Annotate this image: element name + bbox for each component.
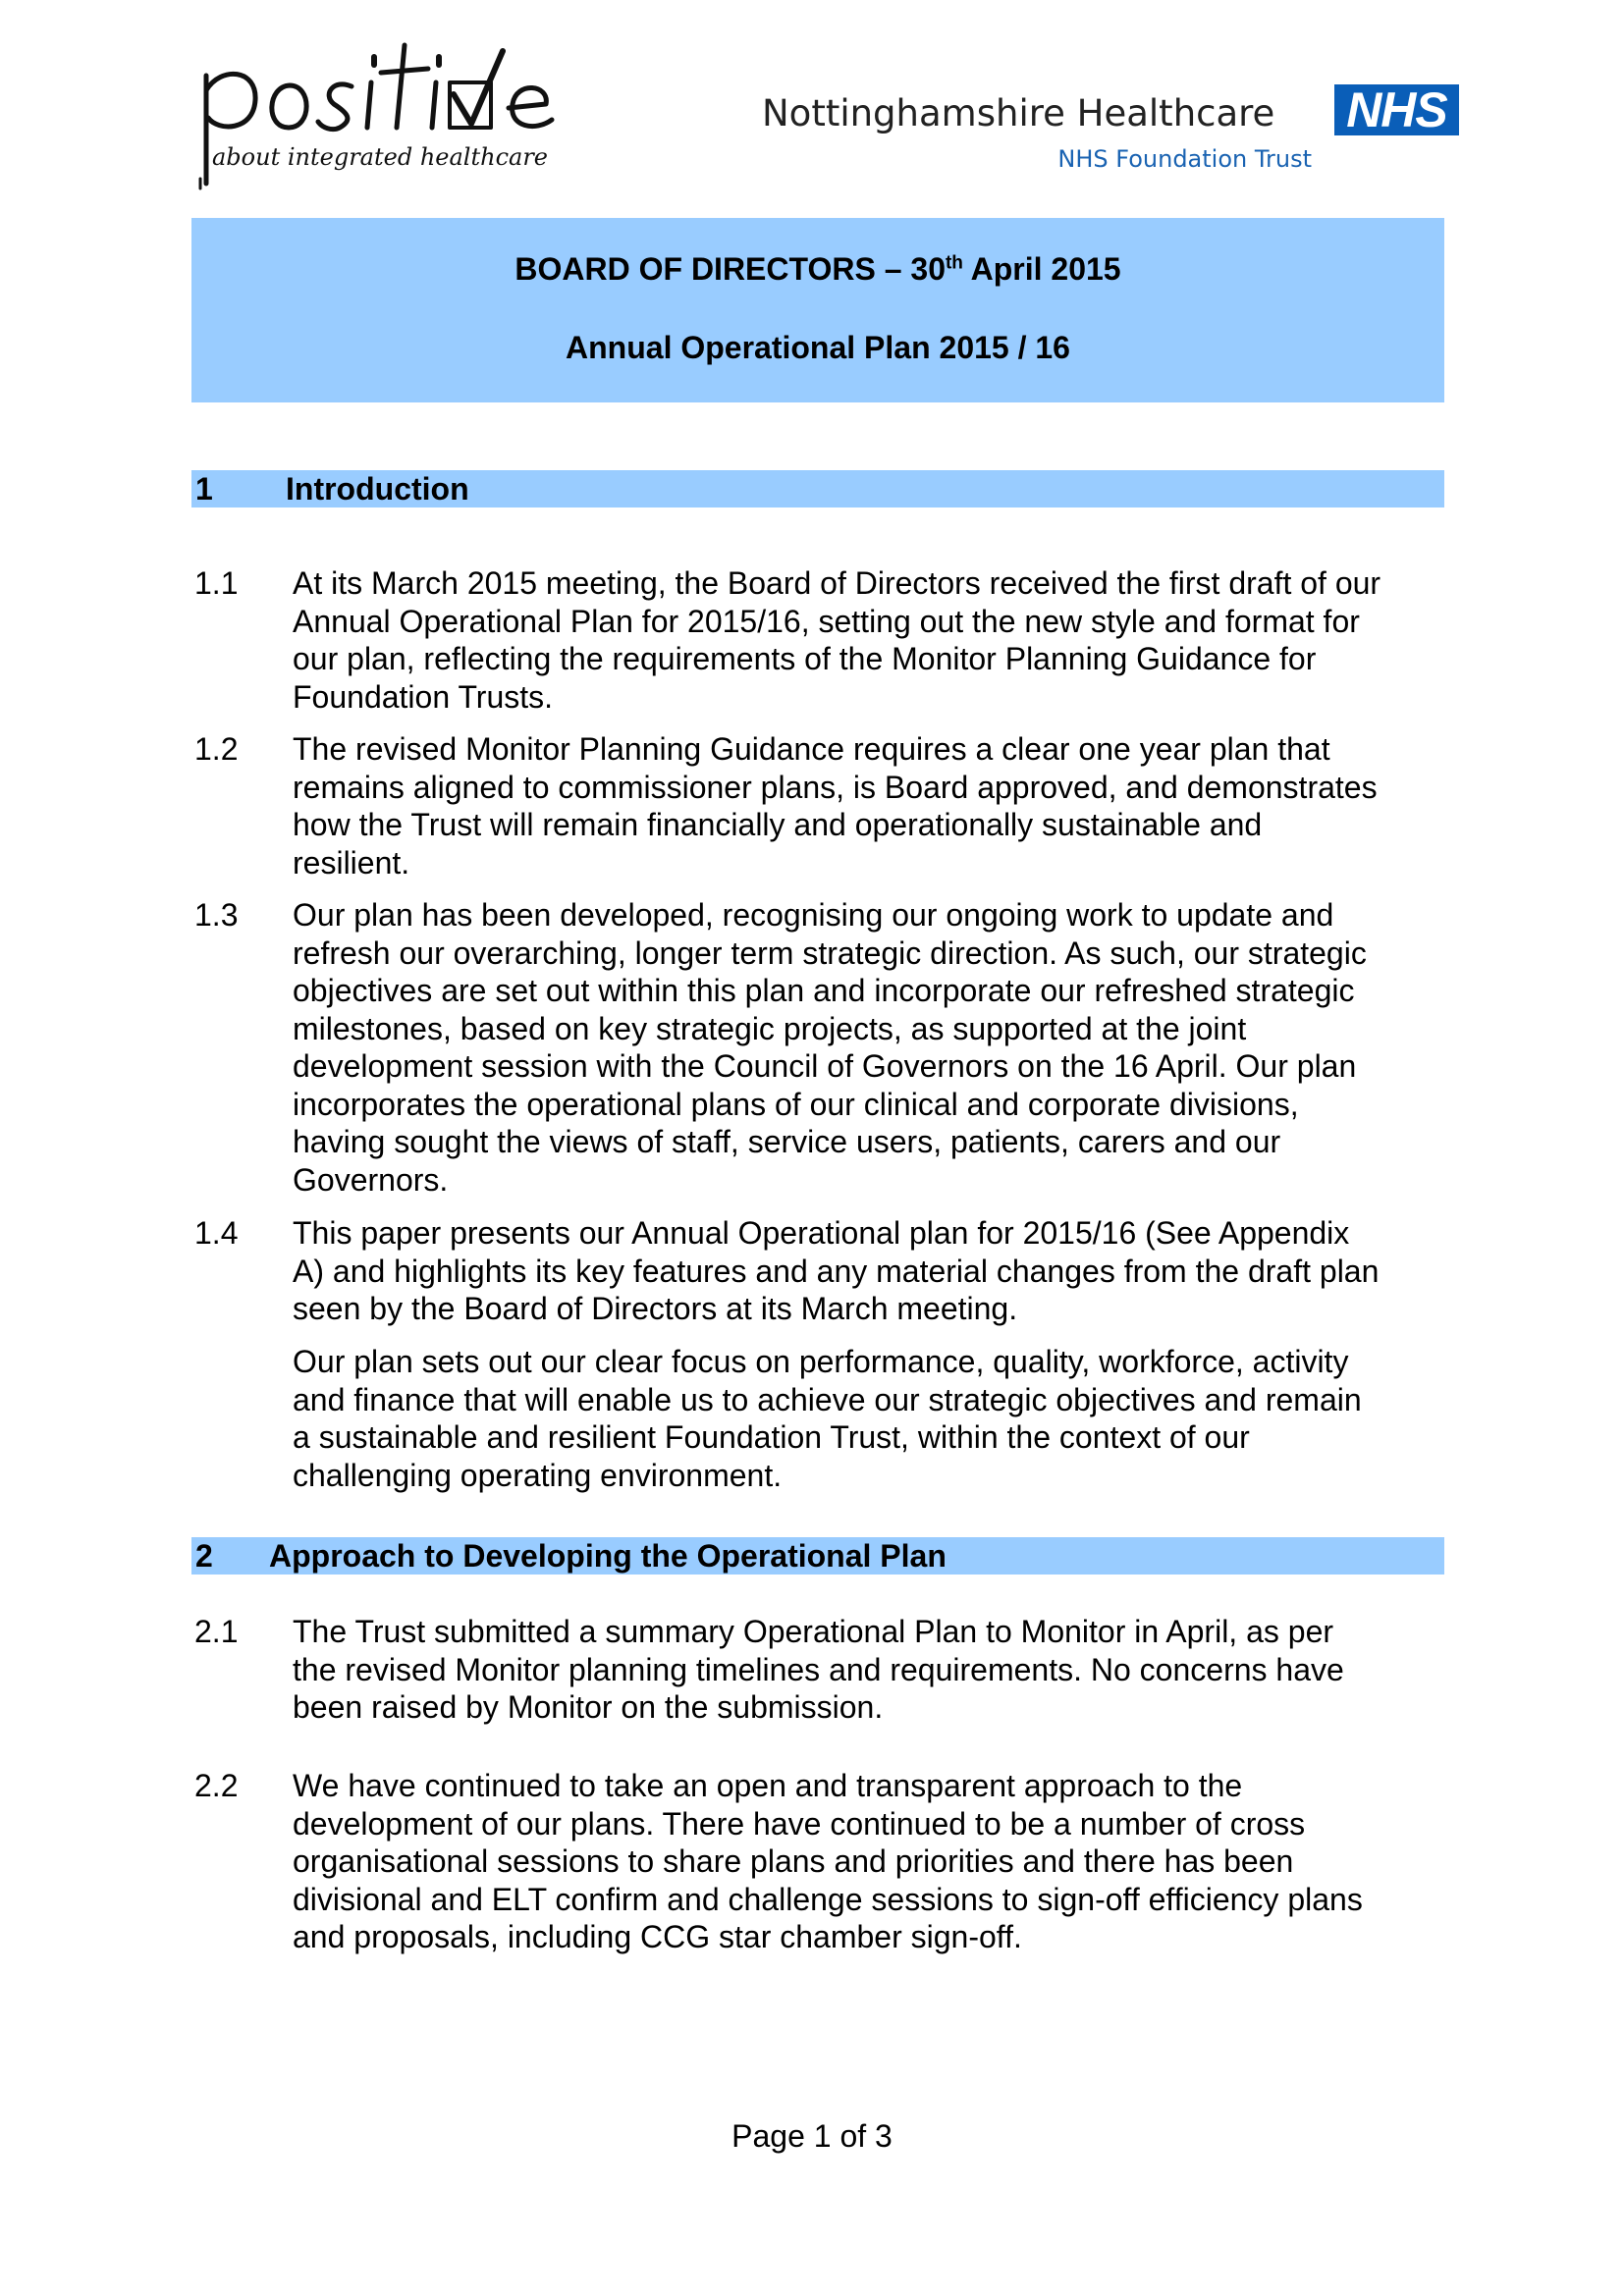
- document-title: Annual Operational Plan 2015 / 16: [566, 330, 1070, 365]
- meeting-title: BOARD OF DIRECTORS – 30th April 2015: [514, 251, 1121, 287]
- paragraph-number: 2.2: [194, 1768, 239, 1803]
- section-heading-approach: [191, 1537, 1444, 1575]
- section-number: 1: [195, 471, 213, 507]
- nhs-logo: NHS: [1334, 84, 1459, 135]
- paragraph-number: 2.1: [194, 1614, 239, 1649]
- organisation-name: Nottinghamshire Healthcare: [762, 92, 1275, 134]
- positive-logo-graphic: [196, 22, 562, 193]
- document-title-box: [191, 218, 1444, 402]
- paragraph-text: Our plan has been developed, recognising our ongoing work to update and refresh our overarching, longer term strategic direction. As such, our strategic objectives are set out within this plan and incorporate our refreshed strategic milestones, based on key strategic projects, as supported at the joint development session with the Council of Governors on the 16 April. Our plan incorporates the operational plans of our clinical and corporate divisions, having sought the views of staff, service users, patients, carers and our Governors.: [293, 897, 1367, 1198]
- section-title: Introduction: [286, 471, 469, 507]
- paragraph-number: 1.3: [194, 897, 239, 933]
- page-number: Page 1 of 3: [731, 2118, 893, 2154]
- organisation-subtitle: NHS Foundation Trust: [1057, 145, 1312, 173]
- section-heading-introduction: [191, 470, 1444, 507]
- section-title: Approach to Developing the Operational Plan: [269, 1538, 947, 1574]
- paragraph-number: 1.1: [194, 565, 239, 601]
- paragraph-number: 1.2: [194, 731, 239, 767]
- paragraph-text: We have continued to take an open and transparent approach to the development of our plans. There have continued to be a number of cross organisational sessions to share plans and priorities and there has been divisional and ELT confirm and challenge sessions to sign-off efficiency plans and proposals, including CCG star chamber sign-off.: [293, 1768, 1363, 1954]
- nhs-trust-branding: [762, 84, 1459, 183]
- paragraph-text: This paper presents our Annual Operational plan for 2015/16 (See Appendix A) and highlights its key features and any material changes from the draft plan seen by the Board of Directors at its March meeting.: [293, 1215, 1380, 1326]
- section-number: 2: [195, 1538, 213, 1574]
- paragraph-text: The revised Monitor Planning Guidance requires a clear one year plan that remains aligned to commissioner plans, is Board approved, and demonstrates how the Trust will remain financially and operationally sustainable and resilient.: [293, 731, 1378, 881]
- svg-text:about integrated healthcare: about integrated healthcare: [212, 143, 548, 171]
- positive-logo: [196, 22, 562, 193]
- paragraph-text: At its March 2015 meeting, the Board of Directors received the first draft of our Annual Operational Plan for 2015/16, setting out the new style and format for our plan, reflecting the requirements of the Monitor Planning Guidance for Foundation Trusts.: [293, 565, 1381, 715]
- paragraph-number: 1.4: [194, 1215, 239, 1251]
- paragraph-text: Our plan sets out our clear focus on performance, quality, workforce, activity and finance that will enable us to achieve our strategic objectives and remain a sustainable and resilient Foundation Trust, within the context of our challenging operating environment.: [293, 1344, 1362, 1493]
- paragraph-text: The Trust submitted a summary Operational Plan to Monitor in April, as per the revised Monitor planning timelines and requirements. No concerns have been raised by Monitor on the submission.: [293, 1614, 1344, 1725]
